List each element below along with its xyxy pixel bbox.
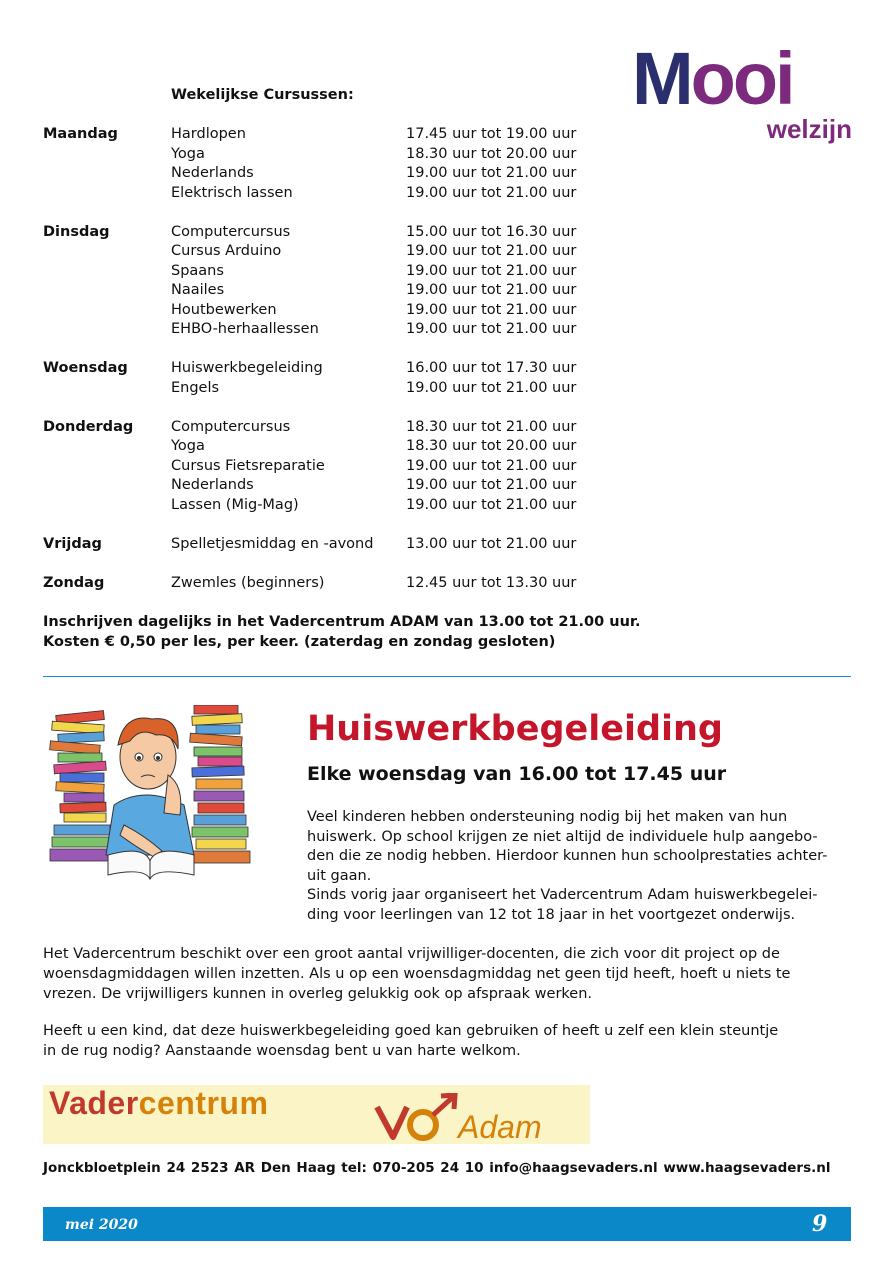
course-row xyxy=(43,320,663,340)
day-label: Maandag xyxy=(43,126,118,142)
day-label xyxy=(43,437,171,457)
course-time: 19.00 uur tot 21.00 uur xyxy=(406,457,577,474)
course-name: Zwemles (beginners) xyxy=(171,574,325,591)
day-label xyxy=(43,242,171,262)
day-group xyxy=(43,223,663,340)
course-time: 19.00 uur tot 21.00 uur xyxy=(406,477,577,493)
studying-boy-illustration xyxy=(44,705,260,885)
course-time: 13.00 uur tot 21.00 uur xyxy=(406,535,577,552)
day-group xyxy=(43,535,663,555)
course-row xyxy=(43,164,663,184)
banner-name xyxy=(49,1085,268,1122)
paragraph-line: Heeft u een kind, dat deze huiswerkbegeleiding goed kan gebruiken of heeft u zelf een klein steuntje xyxy=(43,1023,779,1039)
paragraph-line: Sinds vorig jaar organiseert het Vadercentrum Adam huiswerkbegelei- xyxy=(307,887,818,903)
course-name: EHBO-herhaallessen xyxy=(171,321,319,337)
day-group xyxy=(43,574,663,594)
contact-address: Jonckbloetplein 24 2523 AR Den Haag tel: 070-205 24 10 info@haagsevaders.nl www.haagsevaders.nl xyxy=(43,1160,831,1176)
course-time: 19.00 uur tot 21.00 uur xyxy=(406,301,577,318)
course-name: Huiswerkbegeleiding xyxy=(171,360,323,376)
day-label xyxy=(43,320,171,340)
course-row xyxy=(43,125,663,145)
course-row xyxy=(43,223,663,243)
day-label: Donderdag xyxy=(43,418,134,435)
day-label xyxy=(43,476,171,496)
day-label xyxy=(43,457,171,477)
course-row xyxy=(43,535,663,555)
course-name: Naailes xyxy=(171,282,225,298)
logo-letters-rest: ooi xyxy=(690,37,793,120)
day-label xyxy=(43,145,171,165)
day-label xyxy=(43,164,171,184)
course-time: 18.30 uur tot 20.00 uur xyxy=(406,438,577,454)
course-time: 18.30 uur tot 21.00 uur xyxy=(406,418,577,435)
day-group xyxy=(43,125,663,203)
left-book-stack xyxy=(50,711,112,861)
course-row xyxy=(43,574,663,594)
paragraph-line: huiswerk. Op school krijgen ze niet altijd de individuele hulp aangebo- xyxy=(307,828,818,845)
course-time: 19.00 uur tot 21.00 uur xyxy=(406,321,577,337)
course-time: 19.00 uur tot 21.00 uur xyxy=(406,379,577,396)
day-label xyxy=(43,496,171,516)
course-time: 18.30 uur tot 20.00 uur xyxy=(406,145,577,162)
day-group xyxy=(43,418,663,516)
day-label: Zondag xyxy=(43,574,105,591)
day-label xyxy=(43,281,171,301)
registration-note: Inschrijven dagelijks in het Vadercentrum ADAM van 13.00 tot 21.00 uur. xyxy=(43,614,641,630)
course-row xyxy=(43,437,663,457)
course-row xyxy=(43,184,663,204)
course-name: Yoga xyxy=(171,145,205,162)
course-name: Hardlopen xyxy=(171,126,246,142)
paragraph-line: ding voor leerlingen van 12 tot 18 jaar in het voortgezet onderwijs. xyxy=(307,906,796,923)
course-name: Houtbewerken xyxy=(171,301,277,318)
mooi-welzijn-logo xyxy=(632,37,854,150)
course-name: Computercursus xyxy=(171,418,291,435)
boy-figure xyxy=(106,718,194,857)
course-row xyxy=(43,359,663,379)
cost-note: Kosten € 0,50 per les, per keer. (zaterdag en zondag gesloten) xyxy=(43,634,556,650)
course-row xyxy=(43,457,663,477)
course-time: 19.00 uur tot 21.00 uur xyxy=(406,262,577,279)
course-row xyxy=(43,496,663,516)
paragraph-line: in de rug nodig? Aanstaande woensdag bent u van harte welkom. xyxy=(43,1043,521,1059)
course-row xyxy=(43,418,663,438)
page-number: 9 xyxy=(812,1211,828,1237)
logo-letter-m: M xyxy=(632,37,691,120)
day-label xyxy=(43,379,171,399)
course-time: 17.45 uur tot 19.00 uur xyxy=(406,126,577,142)
schedule-title: Wekelijkse Cursussen: xyxy=(171,87,354,103)
course-time: 19.00 uur tot 21.00 uur xyxy=(406,282,577,298)
homework-title: Huiswerkbegeleiding xyxy=(307,709,723,749)
course-time: 19.00 uur tot 21.00 uur xyxy=(406,165,577,181)
course-name: Lassen (Mig-Mag) xyxy=(171,496,299,513)
paragraph-line: uit gaan. xyxy=(307,867,372,884)
paragraph-line: Het Vadercentrum beschikt over een groot aantal vrijwilliger-docenten, die zich voor dit project op de xyxy=(43,946,780,962)
course-name: Cursus Fietsreparatie xyxy=(171,457,325,474)
course-name: Computercursus xyxy=(171,223,291,240)
course-row xyxy=(43,242,663,262)
right-book-stack xyxy=(190,705,250,863)
homework-subtitle: Elke woensdag van 16.00 tot 17.45 uur xyxy=(307,763,727,785)
course-name: Spaans xyxy=(171,262,224,279)
course-time: 16.00 uur tot 17.30 uur xyxy=(406,360,577,376)
day-label xyxy=(43,301,171,321)
course-name: Elektrisch lassen xyxy=(171,184,293,201)
course-time: 15.00 uur tot 16.30 uur xyxy=(406,223,577,240)
registration-notes xyxy=(43,612,641,652)
paragraph-line: den die ze nodig hebben. Hierdoor kunnen hun schoolprestaties achter- xyxy=(307,848,828,864)
banner-word-adam: Adam xyxy=(458,1109,542,1144)
course-name: Nederlands xyxy=(171,477,254,493)
paragraph-line: vrezen. De vrijwilligers kunnen in overleg gelukkig ook op afspraak werken. xyxy=(43,986,593,1002)
logo-main-text xyxy=(632,37,793,120)
day-label: Vrijdag xyxy=(43,535,102,552)
course-time: 19.00 uur tot 21.00 uur xyxy=(406,496,577,513)
course-time: 19.00 uur tot 21.00 uur xyxy=(406,243,577,259)
logo-sub-text: welzijn xyxy=(766,114,852,144)
course-name: Engels xyxy=(171,379,220,396)
day-label: Dinsdag xyxy=(43,223,110,240)
footer-bar xyxy=(43,1207,851,1241)
course-schedule xyxy=(43,125,663,613)
course-time: 19.00 uur tot 21.00 uur xyxy=(406,184,577,201)
footer-date: mei 2020 xyxy=(65,1217,138,1233)
vadercentrum-adam-banner xyxy=(43,1085,590,1144)
course-row xyxy=(43,145,663,165)
course-row xyxy=(43,476,663,496)
course-row xyxy=(43,262,663,282)
course-time: 12.45 uur tot 13.30 uur xyxy=(406,574,577,591)
course-name: Spelletjesmiddag en -avond xyxy=(171,535,374,552)
homework-paragraph-1 xyxy=(307,808,852,925)
banner-word-centrum: centrum xyxy=(138,1085,269,1121)
day-group xyxy=(43,359,663,398)
course-name: Nederlands xyxy=(171,165,254,181)
paragraph-line: woensdagmiddagen willen inzetten. Als u op een woensdagmiddag net geen tijd heeft, hoeft u niets te xyxy=(43,966,791,982)
course-name: Cursus Arduino xyxy=(171,243,282,259)
day-label: Woensdag xyxy=(43,360,128,376)
homework-paragraph-2 xyxy=(43,944,853,1004)
paragraph-line: Veel kinderen hebben ondersteuning nodig bij het maken van hun xyxy=(307,809,788,825)
course-name: Yoga xyxy=(171,438,205,454)
section-divider xyxy=(43,676,851,677)
male-symbol-icon xyxy=(373,1093,463,1143)
day-label xyxy=(43,184,171,204)
course-row xyxy=(43,301,663,321)
course-row xyxy=(43,379,663,399)
banner-word-vader: Vader xyxy=(49,1085,139,1121)
homework-paragraph-3 xyxy=(43,1021,853,1061)
day-label xyxy=(43,262,171,282)
course-row xyxy=(43,281,663,301)
